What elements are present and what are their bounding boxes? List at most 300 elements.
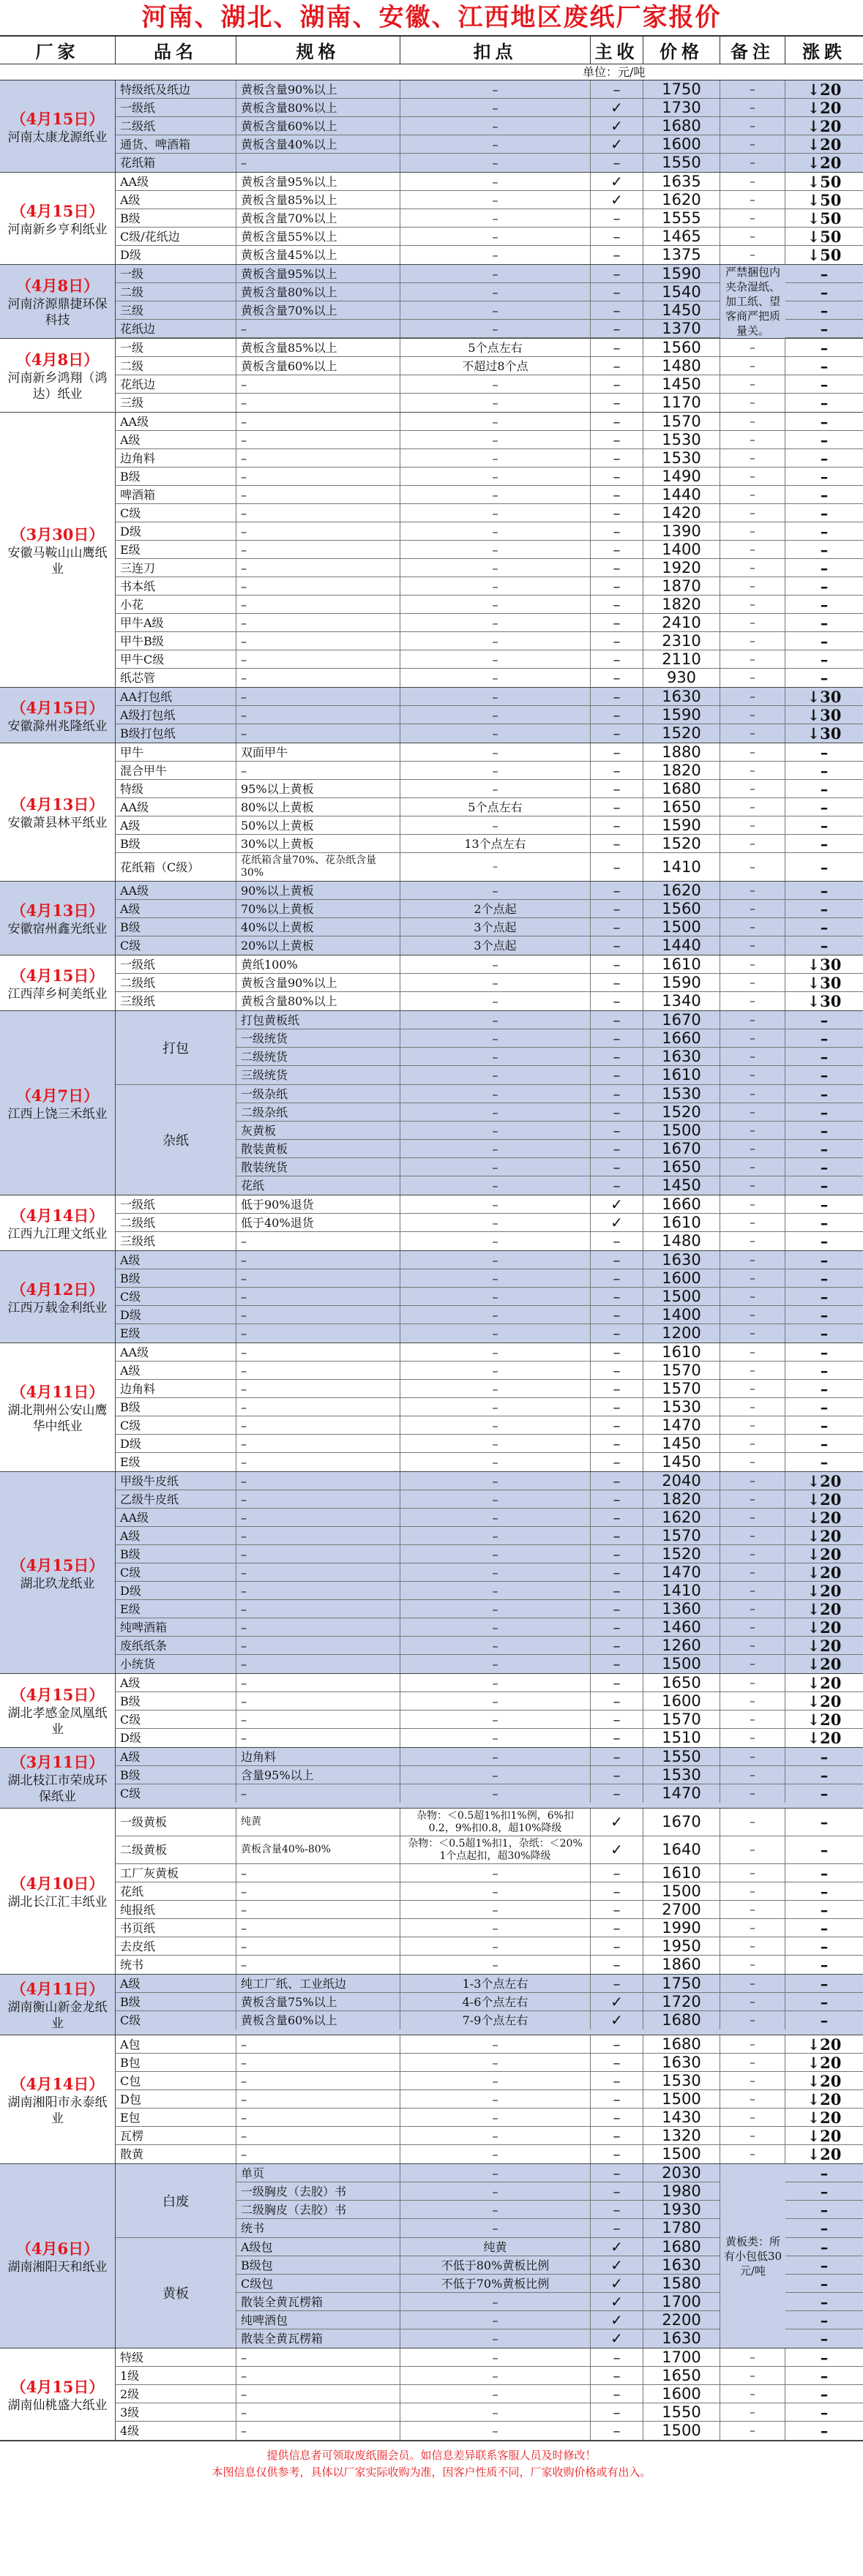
price: 1560: [643, 900, 720, 917]
product-name: 散装全黄瓦楞箱: [236, 2329, 400, 2348]
spec: –: [236, 2348, 400, 2366]
spec: 黄板含量70%以上: [236, 209, 400, 227]
price: 1590: [643, 706, 720, 724]
remark: –: [720, 1545, 785, 1563]
spec: –: [236, 614, 400, 631]
deduction: –: [400, 2035, 591, 2053]
remark: –: [720, 816, 785, 834]
main-purchase: –: [591, 743, 643, 761]
remark: –: [720, 1472, 785, 1490]
remark: –: [720, 2348, 785, 2366]
deduction: –: [400, 449, 591, 467]
main-purchase: –: [591, 1882, 643, 1900]
price: 1590: [643, 974, 720, 991]
price-change: ↓30: [807, 992, 842, 1010]
product-name: B级: [116, 467, 236, 485]
price-change: –: [820, 1269, 829, 1287]
remark: –: [720, 1729, 785, 1747]
main-purchase: –: [591, 1637, 643, 1654]
deduction: –: [400, 486, 591, 503]
remark: –: [720, 955, 785, 973]
product-name: B级: [116, 1269, 236, 1287]
price-change: ↓20: [807, 1472, 842, 1490]
table-row: [236, 1029, 863, 1048]
table-row: [116, 1563, 863, 1582]
main-purchase: –: [591, 1919, 643, 1937]
product-name: 小花: [116, 596, 236, 613]
spec: –: [236, 596, 400, 613]
price: 1200: [643, 1324, 720, 1343]
main-purchase: –: [591, 283, 643, 301]
deduction: –: [400, 1343, 591, 1361]
price: 1870: [643, 577, 720, 595]
product-name: 花纸边: [116, 320, 236, 337]
price: 1440: [643, 936, 720, 955]
table-row: [116, 1901, 863, 1919]
spec: 不低于70%黄板比例: [400, 2275, 591, 2292]
remark: –: [720, 2072, 785, 2089]
remark: –: [720, 99, 785, 116]
remark: –: [720, 2403, 785, 2421]
remark: –: [720, 882, 785, 899]
deduction: 7-9个点左右: [400, 2011, 591, 2029]
price: 1450: [643, 1176, 720, 1195]
table-row: [116, 357, 863, 375]
price-change: –: [820, 857, 829, 876]
table-row: [116, 1362, 863, 1380]
deduction: –: [400, 265, 591, 282]
price: 1450: [643, 1435, 720, 1452]
price-change: ↓20: [807, 1582, 842, 1599]
deduction: –: [400, 1919, 591, 1937]
spec: 黄板含量60%以上: [236, 2011, 400, 2029]
quote-date: （4月7日）: [15, 1086, 100, 1105]
remark: –: [720, 1324, 785, 1343]
main-purchase: –: [591, 1176, 643, 1195]
remark: –: [720, 1937, 785, 1955]
main-purchase: ✓: [591, 2238, 643, 2256]
price-change: –: [820, 2164, 829, 2182]
price-change: –: [820, 900, 829, 917]
quote-date: （3月11日）: [10, 1753, 105, 1771]
product-name: C级: [116, 1563, 236, 1581]
deduction: –: [400, 1509, 591, 1526]
table-row: [116, 596, 863, 614]
main-purchase: ✓: [591, 117, 643, 135]
main-purchase: –: [591, 1600, 643, 1618]
spec: –: [236, 449, 400, 467]
deduction: –: [400, 413, 591, 430]
spec: –: [236, 320, 400, 337]
spec: –: [236, 1472, 400, 1490]
main-purchase: –: [591, 614, 643, 631]
product-name: C级包: [236, 2275, 400, 2292]
spec: –: [236, 650, 400, 668]
deduction: –: [400, 99, 591, 116]
main-purchase: –: [591, 541, 643, 558]
table-row: [116, 1882, 863, 1901]
spec: –: [236, 1490, 400, 1508]
spec: –: [236, 706, 400, 724]
deduction: –: [400, 1674, 591, 1691]
spec: –: [236, 2385, 400, 2403]
spec: 纯黄: [400, 2238, 591, 2256]
product-name: 啤酒箱: [116, 486, 236, 503]
price: 2030: [643, 2164, 720, 2182]
price-change: –: [820, 2256, 829, 2274]
product-name: 灰黄板: [236, 1122, 400, 1139]
deduction: –: [400, 2127, 591, 2144]
spec: –: [236, 541, 400, 558]
price: 1600: [643, 1692, 720, 1710]
main-purchase: –: [591, 669, 643, 687]
table-row: [116, 2145, 863, 2163]
mill-group: [0, 1195, 863, 1251]
main-purchase: –: [591, 1545, 643, 1563]
price-change: –: [820, 1748, 829, 1765]
price-change: –: [820, 1306, 829, 1323]
remark: –: [720, 486, 785, 503]
main-purchase: –: [591, 209, 643, 227]
main-purchase: –: [591, 1711, 643, 1728]
deduction: –: [400, 1618, 591, 1636]
price: 1170: [643, 394, 720, 412]
price-table: [0, 80, 863, 2441]
price: 1780: [643, 2219, 720, 2237]
deduction: 杂物：＜0.5超1%扣1，杂纸：＜20% 1个点起扣，超30%降级: [400, 1836, 591, 1863]
product-name: 混合甲牛: [116, 762, 236, 779]
table-row: [116, 1232, 863, 1250]
product-name: 通货、啤酒箱: [116, 135, 236, 153]
price: 1530: [643, 1766, 720, 1784]
remark: –: [720, 1176, 785, 1195]
price: 1340: [643, 992, 720, 1010]
mill-group: [0, 1975, 863, 2035]
deduction: –: [400, 762, 591, 779]
spec: –: [236, 1711, 400, 1728]
table-row: [116, 835, 863, 853]
remark: –: [720, 688, 785, 705]
table-row: [116, 375, 863, 394]
remark: –: [720, 449, 785, 467]
price-change: ↓20: [807, 1711, 842, 1728]
price: 1880: [643, 743, 720, 761]
spec: –: [236, 1453, 400, 1471]
price-change: –: [820, 762, 829, 779]
price: 930: [643, 669, 720, 687]
price-change: –: [820, 1453, 829, 1471]
main-purchase: –: [591, 1901, 643, 1918]
deduction: 5个点左右: [400, 339, 591, 356]
deduction: –: [400, 1490, 591, 1508]
mill-name: 湖北荆州公安山鹰华中纸业: [7, 1402, 108, 1434]
spec: 黄板含量90%以上: [236, 80, 400, 98]
product-name: 一级胸皮（去胶）书: [236, 2182, 400, 2200]
remark: –: [720, 1140, 785, 1157]
product-name: 工厂灰黄板: [116, 1864, 236, 1882]
price-change: –: [820, 1251, 829, 1269]
deduction: –: [400, 1864, 591, 1882]
deduction: –: [400, 154, 591, 172]
product-name: A级包: [236, 2238, 400, 2256]
spec: –: [400, 1176, 591, 1195]
price-change: ↓50: [807, 246, 842, 264]
price: 1600: [643, 2385, 720, 2403]
main-purchase: –: [591, 1343, 643, 1361]
spec: –: [236, 1563, 400, 1581]
product-name: D级: [116, 1435, 236, 1452]
price: 1450: [643, 1453, 720, 1471]
price: 1530: [643, 449, 720, 467]
spec: –: [236, 669, 400, 687]
table-row: [116, 99, 863, 117]
mill-cell: [0, 265, 116, 338]
deduction: –: [400, 596, 591, 613]
spec: –: [400, 2293, 591, 2310]
remark: –: [720, 596, 785, 613]
table-row: [116, 2090, 863, 2109]
product-name: 打包黄板纸: [236, 1011, 400, 1029]
remark: –: [720, 614, 785, 631]
product-name: 瓦楞: [116, 2127, 236, 2144]
table-row: [116, 1674, 863, 1692]
price: 1620: [643, 882, 720, 899]
table-row: [116, 1809, 863, 1836]
deduction: 2个点起: [400, 900, 591, 917]
spec: 含量95%以上: [236, 1766, 400, 1784]
sub-category-label: 杂纸: [116, 1085, 236, 1195]
product-name: B级: [116, 1993, 236, 2010]
main-purchase: ✓: [591, 2311, 643, 2329]
table-row: [236, 1103, 863, 1122]
deduction: –: [400, 2385, 591, 2403]
price-change: –: [820, 2293, 829, 2310]
remark: –: [720, 1122, 785, 1139]
spec: 黄板含量40%以上: [236, 135, 400, 153]
spec: –: [236, 2109, 400, 2126]
spec: 低于90%退货: [236, 1195, 400, 1213]
main-purchase: –: [591, 1380, 643, 1397]
spec: –: [236, 394, 400, 412]
mill-group: [0, 1343, 863, 1472]
deduction: –: [400, 1545, 591, 1563]
price: 1620: [643, 1509, 720, 1526]
mill-group: [0, 1472, 863, 1674]
product-name: 二级纸: [116, 1214, 236, 1231]
remark: –: [720, 577, 785, 595]
price-change: –: [820, 798, 829, 816]
deduction: –: [400, 375, 591, 393]
main-purchase: ✓: [591, 1809, 643, 1836]
product-name: E级: [116, 1600, 236, 1618]
remark: –: [720, 974, 785, 991]
deduction: –: [400, 467, 591, 485]
remark: –: [720, 1975, 785, 1992]
sub-category-label: 黄板: [116, 2238, 236, 2348]
deduction: –: [400, 743, 591, 761]
remark: –: [720, 1600, 785, 1618]
mill-cell: [0, 1975, 116, 2035]
deduction: –: [400, 1937, 591, 1955]
mill-name: 湖北枝江市荣成环保纸业: [7, 1773, 108, 1804]
main-purchase: –: [591, 918, 643, 936]
price-change: –: [820, 936, 829, 955]
product-name: 甲牛A级: [116, 614, 236, 631]
product-name: 一级纸: [116, 1195, 236, 1213]
header-cell: 厂家: [0, 37, 116, 64]
price: 1680: [643, 780, 720, 797]
table-row: [116, 1398, 863, 1416]
main-purchase: –: [591, 375, 643, 393]
main-purchase: –: [591, 1158, 643, 1176]
deduction: –: [400, 559, 591, 577]
remark: –: [720, 1214, 785, 1231]
mill-name: 安徽滁州兆隆纸业: [7, 718, 108, 734]
mill-cell: [0, 1195, 116, 1250]
main-purchase: ✓: [591, 1993, 643, 2010]
spec: 黄板含量55%以上: [236, 228, 400, 245]
product-name: 纯啤酒包: [236, 2311, 400, 2329]
header-cell: 规格: [236, 37, 400, 64]
remark: –: [720, 762, 785, 779]
price: 1500: [643, 2145, 720, 2163]
price-change: ↓20: [807, 154, 842, 172]
remark: –: [720, 191, 785, 209]
deduction: –: [400, 228, 591, 245]
price: 2200: [643, 2311, 720, 2329]
deduction: –: [400, 283, 591, 301]
mill-cell: [0, 173, 116, 264]
main-purchase: –: [591, 2127, 643, 2144]
quote-date: （4月15日）: [10, 966, 105, 985]
spec: –: [236, 2127, 400, 2144]
remark: –: [720, 209, 785, 227]
mill-name: 河南太康龙源纸业: [7, 129, 108, 145]
deduction: –: [400, 1251, 591, 1269]
product-name: A级: [116, 1975, 236, 1992]
table-row: [116, 2348, 863, 2367]
deduction: –: [400, 1232, 591, 1250]
price: 1375: [643, 246, 720, 264]
remark: –: [720, 1380, 785, 1397]
deduction: –: [400, 974, 591, 991]
price-change: –: [820, 522, 829, 540]
price-change: ↓20: [807, 1692, 842, 1710]
table-row: [116, 1269, 863, 1288]
price: 1640: [643, 1836, 720, 1863]
price-change: –: [820, 1158, 829, 1176]
price: 1410: [643, 853, 720, 881]
table-row: [116, 2127, 863, 2145]
main-purchase: –: [591, 2054, 643, 2071]
remark: –: [720, 2054, 785, 2071]
price-change: –: [820, 2201, 829, 2218]
quote-date: （4月13日）: [10, 795, 105, 814]
spec: –: [236, 1882, 400, 1900]
remark: –: [720, 173, 785, 190]
price-change: –: [820, 2219, 829, 2237]
deduction: –: [400, 669, 591, 687]
spec: 黄板含量60%以上: [236, 117, 400, 135]
product-name: 一级纸: [116, 99, 236, 116]
table-row: [116, 2403, 863, 2422]
table-row: [116, 1214, 863, 1232]
product-name: 花纸边: [116, 375, 236, 393]
spec: –: [236, 2403, 400, 2421]
table-row: [116, 1306, 863, 1324]
product-name: A级: [116, 1527, 236, 1544]
price: 1490: [643, 467, 720, 485]
product-name: B级: [116, 918, 236, 936]
remark: –: [720, 1306, 785, 1323]
table-row: [116, 992, 863, 1010]
unit-row: [0, 64, 863, 80]
deduction: –: [400, 1766, 591, 1784]
price-change: ↓20: [807, 1674, 842, 1691]
price: 1530: [643, 2072, 720, 2089]
price: 1820: [643, 762, 720, 779]
table-row: [116, 2072, 863, 2090]
remark: –: [720, 1582, 785, 1599]
spec: –: [236, 1919, 400, 1937]
price-change: –: [820, 743, 829, 761]
mill-cell: [0, 2348, 116, 2440]
remark: –: [720, 1993, 785, 2010]
table-row: [116, 1748, 863, 1766]
price: 1430: [643, 2109, 720, 2126]
main-purchase: –: [591, 1066, 643, 1084]
price: 1390: [643, 522, 720, 540]
spec: 黄板含量80%以上: [236, 99, 400, 116]
price-change: –: [820, 596, 829, 613]
deduction: –: [400, 2403, 591, 2421]
remark: –: [720, 1085, 785, 1103]
table-row: [116, 577, 863, 596]
price: 1590: [643, 816, 720, 834]
deduction: –: [400, 706, 591, 724]
main-purchase: –: [591, 2219, 643, 2237]
price-change: ↓20: [807, 1509, 842, 1526]
spec: –: [236, 2145, 400, 2163]
remark-note: 黄板类：所有小包低30元/吨: [720, 2164, 785, 2348]
price-change: –: [820, 1380, 829, 1397]
spec: –: [400, 1158, 591, 1176]
deduction: –: [400, 1288, 591, 1305]
price-change: –: [820, 394, 829, 412]
spec: –: [236, 1864, 400, 1882]
remark-note: 严禁捆包内夹杂湿纸、加工纸、望客商严把质量关。: [720, 265, 785, 338]
price-change: –: [820, 1176, 829, 1195]
product-name: C级: [116, 1784, 236, 1803]
remark: –: [720, 1882, 785, 1900]
remark: –: [720, 339, 785, 356]
price-change: –: [820, 2182, 829, 2200]
spec: 40%以上黄板: [236, 918, 400, 936]
product-name: D包: [116, 2090, 236, 2108]
spec: –: [400, 1066, 591, 1084]
price: 1610: [643, 1214, 720, 1231]
remark: –: [720, 1527, 785, 1544]
price: 1530: [643, 1398, 720, 1416]
deduction: –: [400, 191, 591, 209]
mill-name: 江西万载金利纸业: [7, 1300, 108, 1315]
main-purchase: –: [591, 762, 643, 779]
deduction: 4-6个点左右: [400, 1993, 591, 2010]
main-purchase: –: [591, 596, 643, 613]
price: 1920: [643, 559, 720, 577]
spec: –: [236, 1288, 400, 1305]
main-purchase: –: [591, 992, 643, 1010]
